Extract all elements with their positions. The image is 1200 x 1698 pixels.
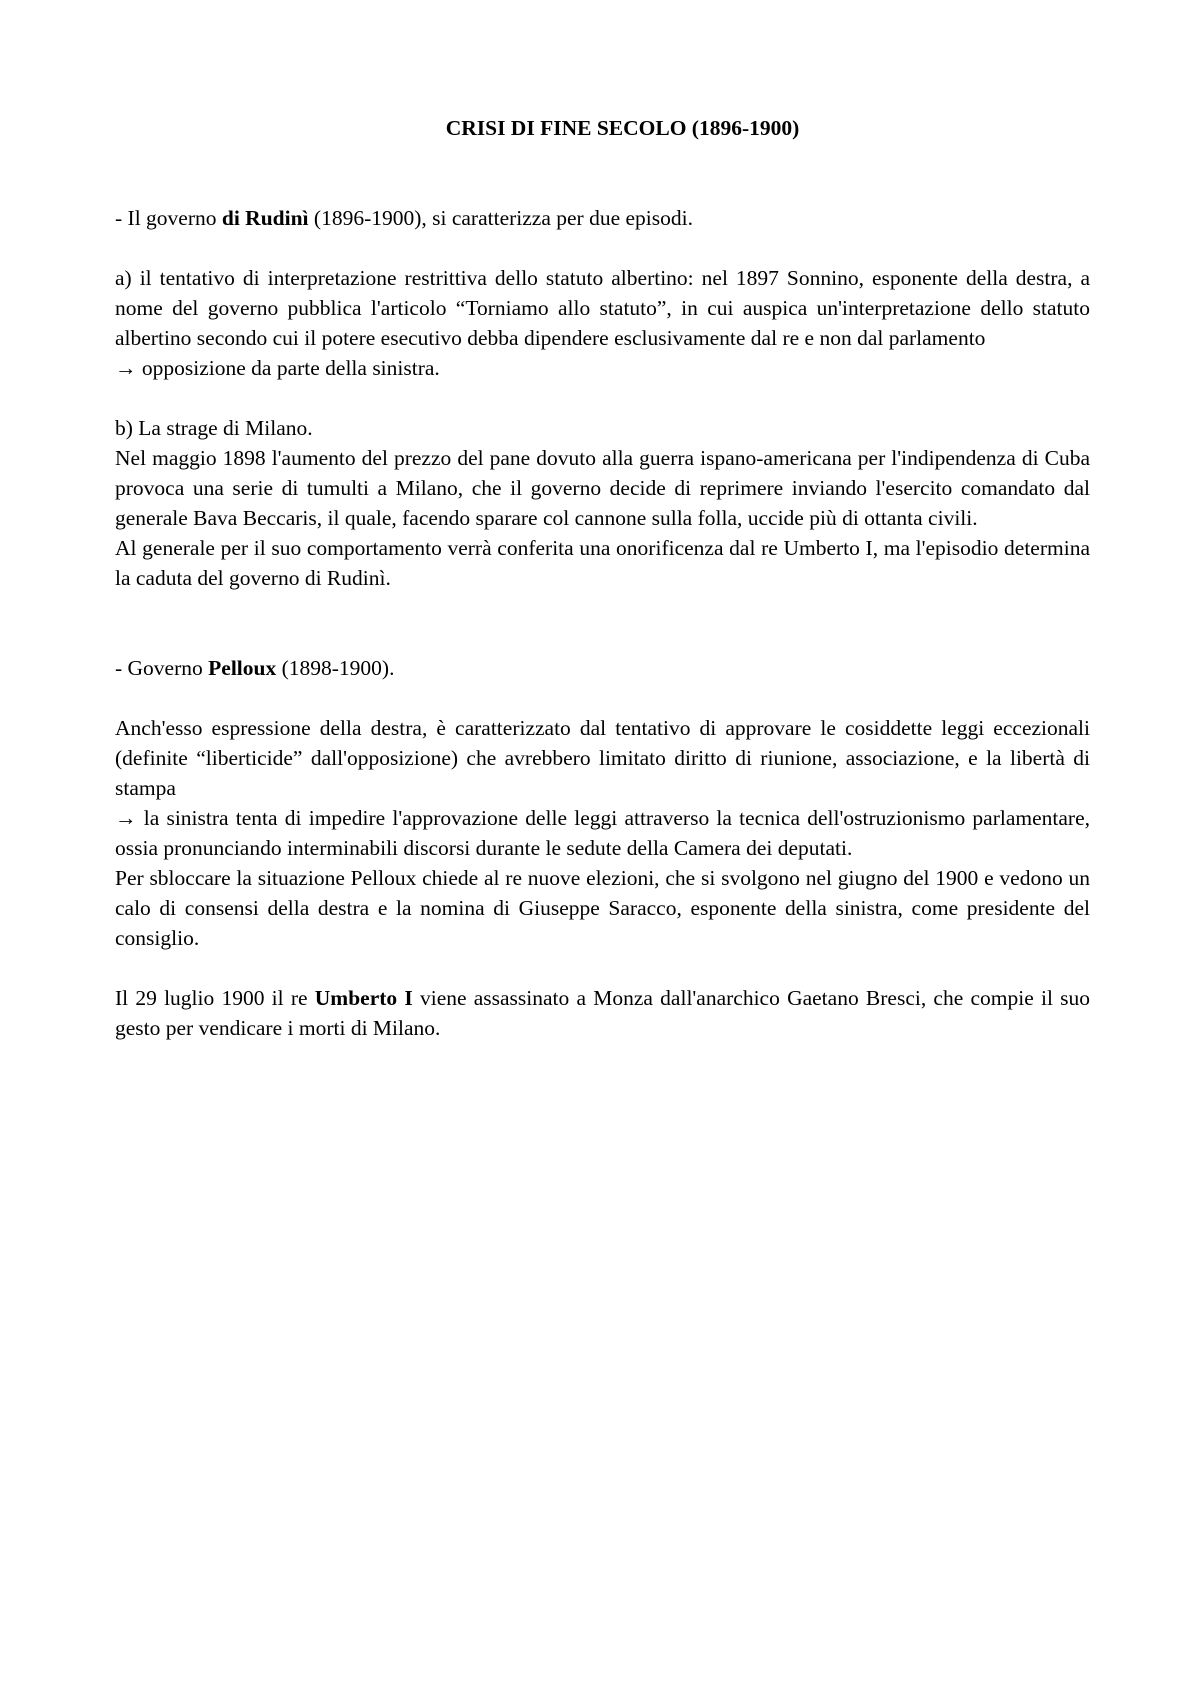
- heading-bold: di Rudinì: [221, 206, 309, 230]
- point-a-text: a) il tentativo di interpretazione restrittiva dello statuto albertino: nel 1897 Sonnino, esponente della destra, a nome del governo pubblica l'articolo “Torniamo allo statuto”, in cui auspica un'interpretazione dello statuto albertino secondo cui il potere esecutivo debba dipendere esclusivamente dal re e non dal parlamento: [115, 266, 1090, 350]
- closing-suffix: viene assassinato a Monza dall'anarchico Gaetano Bresci, che compie il suo gesto per vendicare i morti di Milano.: [115, 986, 1091, 1040]
- page-title: CRISI DI FINE SECOLO (1896-1900): [445, 116, 800, 140]
- point-b-heading: b) La strage di Milano.: [115, 416, 313, 440]
- point-b-text-2: Al generale per il suo comportamento verrà conferita una onorificenza dal re Umberto I, ma l'episodio determina la caduta del governo di Rudinì.: [115, 536, 1090, 590]
- heading-suffix: (1896-1900), si caratterizza per due episodi.: [308, 206, 693, 230]
- spacer: [115, 173, 1090, 203]
- heading-suffix: (1898-1900).: [276, 656, 395, 680]
- spacer: [115, 593, 1090, 653]
- closing-bold: Umberto I: [314, 986, 413, 1010]
- pelloux-text-2: → la sinistra tenta di impedire l'approvazione delle leggi attraverso la tecnica dell'ostruzionismo parlamentare, ossia pronunciando interminabili discorsi durante le sedute della Camera dei deputati.: [115, 806, 1090, 860]
- spacer: [115, 233, 1090, 263]
- spacer: [115, 683, 1090, 713]
- heading-prefix: - Il governo: [115, 206, 222, 230]
- pelloux-text-3: Per sbloccare la situazione Pelloux chiede al re nuove elezioni, che si svolgono nel giugno del 1900 e vedono un calo di consensi della destra e la nomina di Giuseppe Saracco, esponente della sinistra, come presidente del consiglio.: [115, 866, 1090, 950]
- heading-bold: Pelloux: [208, 656, 277, 680]
- point-a-consequence: → opposizione da parte della sinistra.: [115, 356, 440, 380]
- section-rudini-heading: [115, 203, 1090, 233]
- point-b-text-1: Nel maggio 1898 l'aumento del prezzo del pane dovuto alla guerra ispano-americana per l'indipendenza di Cuba provoca una serie di tumulti a Milano, che il governo decide di reprimere inviando l'esercito comandato dal generale Bava Beccaris, il quale, facendo sparare col cannone sulla folla, uccide più di ottanta civili.: [115, 446, 1090, 530]
- heading-prefix: - Governo: [115, 656, 209, 680]
- document-body: [115, 113, 1090, 1043]
- pelloux-text-1: Anch'esso espressione della destra, è caratterizzato dal tentativo di approvare le cosiddette leggi eccezionali (definite “liberticide” dall'opposizione) che avrebbero limitato diritto di riunione, associazione, e la libertà di stampa: [115, 716, 1090, 800]
- closing-paragraph: [115, 983, 1090, 1043]
- spacer: [115, 383, 1090, 413]
- closing-prefix: Il 29 luglio 1900 il re: [115, 986, 315, 1010]
- spacer: [115, 953, 1090, 983]
- section-pelloux-heading: [115, 653, 1090, 683]
